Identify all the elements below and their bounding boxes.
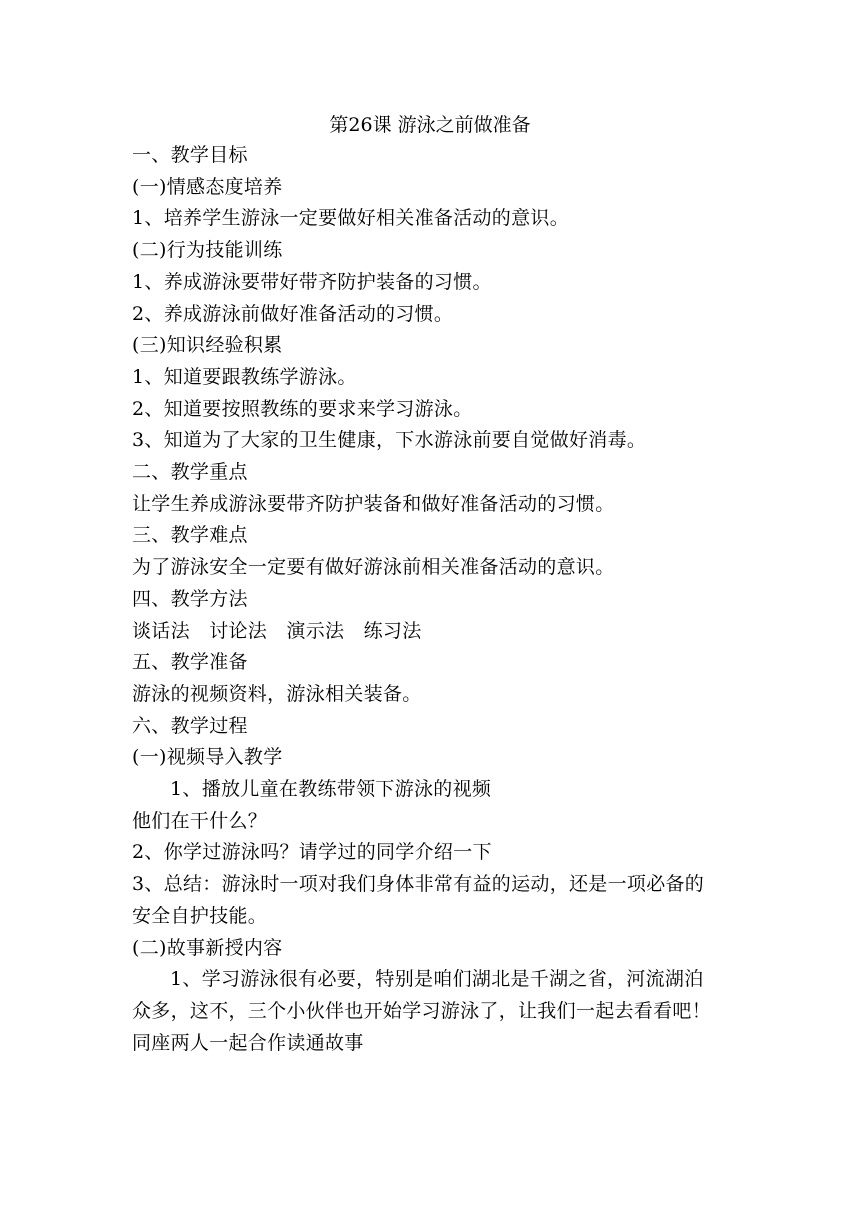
text-line: 2、你学过游泳吗？请学过的同学介绍一下 [132,841,492,864]
text-line: (三)知识经验积累 [132,334,283,357]
text-line: 1、播放儿童在教练带领下游泳的视频 [170,778,492,801]
text-line: 五、教学准备 [132,651,248,674]
text-line: 让学生养成游泳要带齐防护装备和做好准备活动的习惯。 [132,492,615,515]
text-line: 四、教学方法 [132,587,248,610]
text-line: 安全自护技能。 [132,904,268,927]
text-line: 同座两人一起合作读通故事 [132,1031,364,1054]
text-line: 1、培养学生游泳一定要做好相关准备活动的意识。 [132,207,569,230]
text-line: 2、知道要按照教练的要求来学习游泳。 [132,397,473,420]
text-line: (一)情感态度培养 [132,175,283,198]
text-line: 他们在干什么？ [132,809,268,832]
text-line: 3、知道为了大家的卫生健康，下水游泳前要自觉做好消毒。 [132,429,647,452]
text-line: 众多，这不，三个小伙伴也开始学习游泳了，让我们一起去看看吧！ [132,999,712,1022]
text-line: (二)故事新授内容 [132,936,283,959]
text-line: 2、养成游泳前做好准备活动的习惯。 [132,302,454,325]
text-line: 1、知道要跟教练学游泳。 [132,365,357,388]
text-line: 谈话法 讨论法 演示法 练习法 [132,619,422,642]
text-line: 3、总结：游泳时一项对我们身体非常有益的运动，还是一项必备的 [132,873,705,896]
text-line: 六、教学过程 [132,714,248,737]
text-line: 一、教学目标 [132,144,248,166]
text-line: 为了游泳安全一定要有做好游泳前相关准备活动的意识。 [132,556,615,579]
text-line: (一)视频导入教学 [132,746,283,769]
text-line: 三、教学难点 [132,524,248,547]
document-title: 第26课 游泳之前做准备 [329,114,531,136]
text-line: 游泳的视频资料，游泳相关装备。 [132,682,422,705]
text-line: (二)行为技能训练 [132,239,283,262]
document-body [132,140,732,1059]
text-line: 二、教学重点 [132,461,248,484]
text-line: 1、养成游泳要带好带齐防护装备的习惯。 [132,270,492,293]
text-line: 1、学习游泳很有必要，特别是咱们湖北是千湖之省，河流湖泊 [170,968,704,991]
